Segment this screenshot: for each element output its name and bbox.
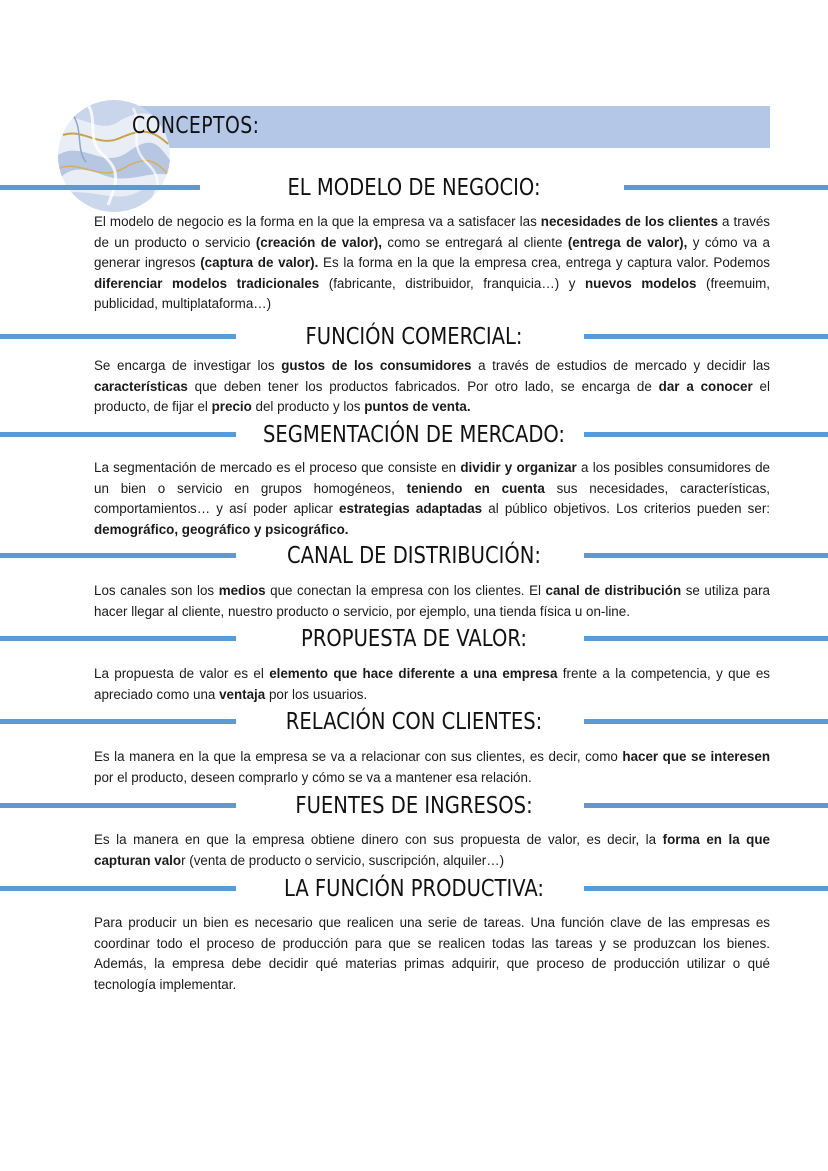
section-heading: FUENTES DE INGRESOS: — [295, 793, 533, 819]
text-run: La propuesta de valor es el — [94, 666, 270, 681]
bold-text: ventaja — [219, 686, 266, 702]
section-heading: CANAL DE DISTRIBUCIÓN: — [286, 543, 542, 569]
section-paragraph — [94, 458, 770, 540]
section-paragraph — [94, 581, 770, 622]
text-run: que deben tener los productos fabricados. Por otro lado, se encarga de — [187, 378, 659, 394]
section-heading: EL MODELO DE NEGOCIO: — [287, 175, 541, 201]
text-run: del producto y los — [251, 399, 365, 414]
text-run: al público objetivos. Los criterios pueden ser: — [482, 501, 770, 516]
bold-text: diferenciar modelos tradicionales — [94, 275, 320, 291]
section-paragraph — [94, 356, 770, 418]
bold-text: nuevos modelos — [584, 275, 697, 291]
page-title: CONCEPTOS: — [132, 113, 260, 139]
text-run: sus necesidades, características, comportamientos… y así poder aplicar — [94, 480, 770, 516]
text-run: Es la manera en que la empresa obtiene dinero con sus propuesta de valor, es decir, la — [94, 832, 663, 847]
bold-text: dar a conocer — [658, 378, 753, 394]
section-paragraph — [94, 913, 770, 995]
bold-text: (entrega de valor), — [567, 234, 688, 250]
section-heading: PROPUESTA DE VALOR: — [301, 626, 527, 652]
text-run: (fabricante, distribuidor, franquicia…) y — [319, 275, 585, 291]
bold-text: precio — [211, 399, 252, 414]
text-run: Se encarga de investigar los — [94, 358, 282, 373]
bold-text: características — [94, 378, 188, 394]
text-run: Es la manera en la que la empresa se va a relacionar con sus clientes, es decir, como — [94, 749, 623, 764]
bold-text: puntos de venta. — [364, 399, 471, 414]
bold-text: canal de distribución — [545, 583, 682, 598]
bold-text: teniendo en cuenta — [406, 480, 545, 496]
text-run: El modelo de negocio es la forma en la que la empresa va a satisfacer las — [94, 214, 541, 229]
text-run: (freemuim, publicidad, multiplataforma…) — [94, 275, 770, 311]
bold-text: dividir y organizar — [460, 460, 577, 475]
bold-text: estrategias adaptadas — [339, 501, 483, 516]
text-run: r (venta de producto o servicio, suscripción, alquiler…) — [181, 852, 505, 868]
bold-text: forma en la que capturan valo — [94, 832, 770, 868]
section-heading: SEGMENTACIÓN DE MERCADO: — [262, 422, 566, 448]
text-run: a través de estudios de mercado y decidir las — [471, 358, 770, 373]
text-run: Para producir un bien es necesario que realicen una serie de tareas. Una función clave de las empresas es coordinar todo el proceso de producción para que se realicen todas las tareas y se produzcan los bienes. Además, la empresa debe decidir qué materias primas adquirir, que proceso de producción utilizar o qué tecnología implementar. — [94, 915, 770, 992]
bold-text: medios — [218, 583, 266, 598]
text-run: por los usuarios. — [265, 686, 368, 702]
text-run: como se entregará al cliente — [382, 234, 568, 250]
bold-text: demográfico, geográfico y psicográfico. — [94, 521, 349, 537]
section-paragraph — [94, 830, 770, 871]
text-run: Los canales son los — [94, 583, 219, 598]
section-heading: FUNCIÓN COMERCIAL: — [305, 324, 523, 350]
text-run: que conectan la empresa con los clientes. El — [265, 583, 546, 598]
text-run: se utiliza para hacer llegar al cliente, nuestro producto o servicio, por ejemplo, una tienda física u on-line. — [94, 583, 770, 619]
text-run: Es la forma en la que la empresa crea, entrega y captura valor. Podemos — [318, 255, 770, 270]
text-run: y cómo va a generar ingresos — [94, 234, 770, 270]
text-run: frente a la competencia, y que es apreciado como una — [94, 666, 770, 702]
bold-text: elemento que hace diferente a una empresa — [269, 666, 558, 681]
bold-text: (creación de valor), — [255, 234, 382, 250]
text-run: por el producto, deseen comprarlo y cómo se va a mantener esa relación. — [94, 769, 532, 785]
section-paragraph — [94, 212, 770, 315]
bold-text: necesidades de los clientes — [540, 214, 719, 229]
section-heading: RELACIÓN CON CLIENTES: — [285, 709, 543, 735]
section-heading: LA FUNCIÓN PRODUCTIVA: — [284, 876, 544, 902]
bold-text: gustos de los consumidores — [281, 358, 472, 373]
text-run: a través de un producto o servicio — [94, 214, 770, 250]
text-run: a los posibles consumidores de un bien o servicio en grupos homogéneos, — [94, 460, 770, 496]
bold-text: (captura de valor). — [200, 255, 319, 270]
text-run: el producto, de fijar el — [94, 378, 770, 414]
section-paragraph — [94, 747, 770, 788]
bold-text: hacer que se interesen — [622, 749, 770, 764]
text-run: La segmentación de mercado es el proceso que consiste en — [94, 460, 461, 475]
section-paragraph — [94, 664, 770, 705]
